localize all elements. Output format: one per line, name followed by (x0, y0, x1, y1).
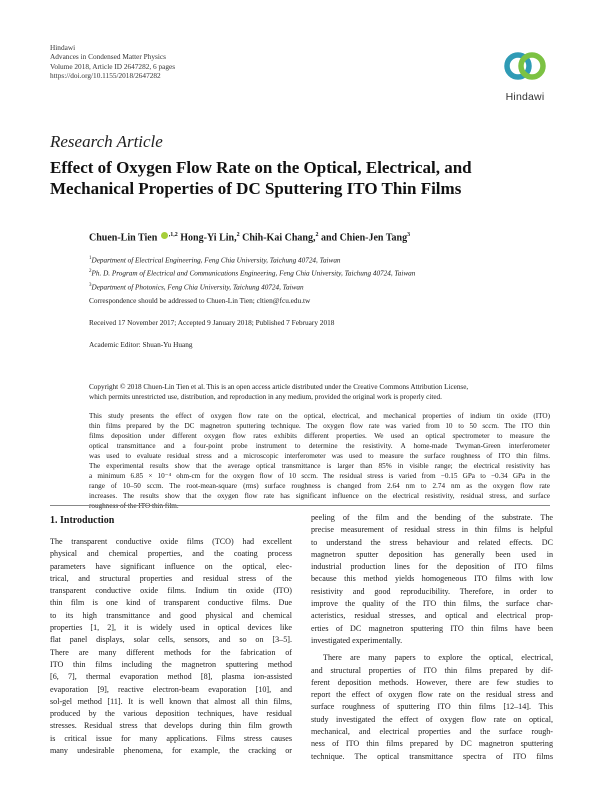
body-line: improve the quality of the ITO thin films, the surface char- (311, 599, 553, 609)
body-line: many undesirable phenomena, for example, the cracking or (50, 746, 292, 756)
body-line: resistivity and good reproducibility. Therefore, in order to (311, 586, 553, 596)
body-line: magnetron sputter deposition has generally been used in (311, 549, 553, 559)
affiliations (89, 253, 415, 293)
journal-name: Advances in Condensed Matter Physics (50, 52, 166, 62)
body-line: study investigated the effect of oxygen flow rate on optical, (311, 714, 553, 724)
abstract-line: optical transmittance and a four-point probe instrument to determine the resistivity. A home-made Twyman-Green interferometer (89, 442, 550, 451)
author-list (89, 232, 410, 243)
paper-title (50, 157, 560, 199)
abstract-line: films deposition under different oxygen flow rates exhibits different properties. We used an optical spectrometer to measure the (89, 432, 550, 441)
author-affil-mark: 3 (407, 232, 411, 238)
copyright-notice: Copyright © 2018 Chuen-Lin Tien et al. This is an open access article distributed under the Creative Commons Attribution License, which permits unrestricted use, distribution, and reproduction in any medium, provided the original work is properly cited. (89, 383, 469, 401)
author-name[interactable]: and Chien-Jen Tang (318, 232, 408, 244)
body-line: ferent deposition methods. However, there are few studies to (311, 677, 553, 687)
body-line: investigated experimentally. (311, 635, 403, 645)
body-line: parameters have significant influence on the optical, elec- (50, 561, 292, 571)
body-column-right (311, 512, 553, 763)
hindawi-logo (497, 44, 553, 106)
body-line: ITO thin films including the magnetron sputtering method (50, 659, 292, 669)
body-line: ness of ITO thin films prepared by DC magnetron sputtering (311, 739, 553, 749)
body-line: There are many papers to explore the optical, electrical, (323, 653, 553, 663)
abstract-line: thin films prepared by the DC magnetron sputtering technique. The oxygen flow rate was varied from 10 to 50 sccm. The ITO thin (89, 422, 550, 431)
abstract-line: a minimum 6.85 × 10⁻⁴ ohm-cm for the oxygen flow of 10 sccm. The residual stress is varied from −0.15 GPa to −0.34 GPa in the (89, 472, 550, 481)
author-name[interactable]: Chih-Kai Chang, (239, 232, 316, 244)
body-line: to its high transmittance and good physical and chemical (50, 610, 292, 620)
body-line: erties of DC magnetron sputtering ITO thin films have been (311, 623, 553, 633)
abstract-line: range of 10–50 sccm. The root-mean-square (rms) surface roughness is changed from 2.64 nm to 2.74 nm as the oxygen flow rate (89, 482, 550, 491)
section-heading-introduction: 1. Introduction (50, 515, 115, 526)
volume-info: Volume 2018, Article ID 2647282, 6 pages (50, 61, 176, 71)
body-line: is critical issue for many applications. Films stress causes (50, 733, 292, 743)
publisher-name: Hindawi (50, 43, 76, 52)
body-line: mechanical, and electrical properties and the surface rough- (311, 727, 553, 737)
doi-link[interactable]: https://doi.org/10.1155/2018/2647282 (50, 71, 161, 81)
affiliation: $^1$Department of Electrical Engineering, Feng Chia University, Taichung 40724, Taiwan (89, 256, 341, 265)
journal-info (50, 43, 175, 81)
body-line: stresses. Residual stress that develops during thin film growth (50, 721, 292, 731)
academic-editor: Academic Editor: Shuan-Yu Huang (89, 340, 193, 349)
author-name[interactable]: Hong-Yi Lin, (177, 232, 237, 244)
body-line: technique. The optical transmittance spectra of ITO films (311, 751, 553, 761)
body-line: sol-gel method [11]. It is well known that almost all thin films, (50, 696, 292, 706)
body-line: precise measurement of residual stress in thin films is helpful (311, 525, 553, 535)
abstract-line: roughness of the ITO thin film. (89, 502, 179, 511)
body-line: thin film is one kind of transparent conductive films. Due (50, 598, 292, 608)
title-line: Mechanical Properties of DC Sputtering ITO Thin Films (50, 179, 462, 198)
title-line: Effect of Oxygen Flow Rate on the Optical, Electrical, and (50, 158, 472, 177)
abstract-line: The experimental results show that the average optical transmittance is larger than 85% in visible range; the electrical resistivity has (89, 462, 550, 471)
body-line: [6, 7], thermal evaporation method [8], plasma ion-assisted (50, 672, 292, 682)
section-divider (50, 505, 550, 506)
body-line: because this method yields homogeneous ITO films with low (311, 574, 553, 584)
abstract-line: was used to evaluate residual stress and a microscopic interferometer was used to measure the surface roughness of ITO thin films. (89, 452, 550, 461)
affiliation: $^2$Ph. D. Program of Electrical and Communications Engineering, Feng Chia University, Taichung 40724, Taiwan (89, 269, 416, 278)
body-line: physical and chemical properties, and the coating process (50, 549, 292, 559)
body-line: produced by the various deposition techniques, have residual (50, 709, 292, 719)
body-column-left (50, 536, 292, 757)
body-line: There are many different methods for the fabrication of (50, 647, 292, 657)
body-line: industrial production lines for the deposition of ITO films (311, 562, 553, 572)
body-line: acteristics, residual stresses, and optical and electrical prop- (311, 611, 553, 621)
body-line: evaporation [9], reactive electron-beam evaporation [10], and (50, 684, 292, 694)
correspondence: Correspondence should be addressed to Chuen-Lin Tien; cltien@fcu.edu.tw (89, 296, 311, 305)
body-line: peeling of the film and the bending of the substrate. The (311, 513, 553, 522)
body-line: transparent conductive oxide films. Indium tin oxide (ITO) (50, 586, 292, 596)
abstract (89, 411, 550, 511)
orcid-icon[interactable] (161, 232, 168, 239)
body-line: properties [1, 2], it is widely used in optical devices like (50, 623, 292, 633)
body-line: and structural properties of ITO thin films prepared by dif- (311, 665, 553, 675)
author-name[interactable]: Chuen-Lin Tien (89, 232, 158, 244)
body-line: The transparent conductive oxide films (TCO) had excellent (50, 537, 292, 546)
author-affil-mark: ,1,2 (168, 232, 178, 238)
author-affil-mark: 2 (315, 232, 319, 238)
affiliation: $^3$Department of Photonics, Feng Chia University, Taichung 40724, Taiwan (89, 282, 304, 292)
article-type: Research Article (50, 132, 163, 151)
body-line: to understand the stress behaviour and related effects. DC (311, 537, 553, 547)
body-line: trical, and structural properties and residual stress of the (50, 573, 292, 583)
author-affil-mark: 2 (236, 232, 240, 238)
publication-dates: Received 17 November 2017; Accepted 9 January 2018; Published 7 February 2018 (89, 318, 335, 327)
body-line: report the effect of oxygen flow rate on the residual stress and (311, 690, 553, 700)
abstract-line: This study presents the effect of oxygen flow rate on the optical, electrical, and mechanical properties of indium tin oxide (ITO) (89, 412, 550, 420)
hindawi-logo-icon (497, 44, 553, 88)
logo-wordmark: Hindawi (505, 91, 545, 103)
body-line: surface roughness of sputtering ITO thin films [12–14]. This (311, 702, 553, 712)
abstract-line: increases. The results show that the oxygen flow rate has significant influence on the electrical resistivity, residual stress, and surface (89, 492, 550, 501)
body-line: flat panel displays, solar cells, sensors, and so on [3–5]. (50, 635, 292, 645)
